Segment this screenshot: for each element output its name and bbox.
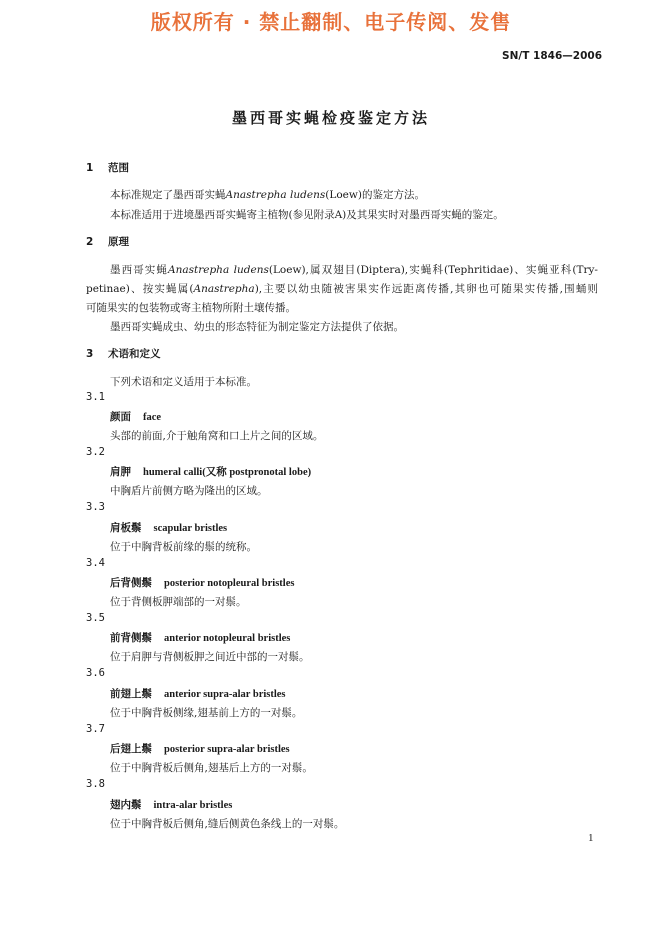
species-name: Anastrepha ludens <box>168 264 269 276</box>
term-heading <box>110 575 294 590</box>
section-heading-scope <box>86 160 129 175</box>
terms-intro: 下列术语和定义适用于本标准。 <box>110 376 257 388</box>
section-title: 范围 <box>108 162 129 174</box>
term-definition: 头部的前面,介于触角窝和口上片之间的区域。 <box>110 430 324 442</box>
term-number: 3.6 <box>86 667 105 679</box>
term-en: face <box>143 412 162 423</box>
section-number: 3 <box>86 348 94 360</box>
term-en: posterior notopleural bristles <box>164 578 295 589</box>
copyright-watermark: 版权所有 · 禁止翻制、电子传阅、发售 <box>150 10 512 34</box>
text: petinae)、按实蝇属( <box>86 283 194 295</box>
term-heading <box>110 520 227 535</box>
scope-paragraph-1 <box>110 187 425 202</box>
term-definition: 位于肩胛与背侧板胛之间近中部的一对鬃。 <box>110 651 310 663</box>
term-definition: 位于中胸背板后侧角,缝后侧黄色条线上的一对鬃。 <box>110 818 345 830</box>
term-heading <box>110 797 232 812</box>
principle-paragraph-2: 墨西哥实蝇成虫、幼虫的形态特征为制定鉴定方法提供了依据。 <box>110 321 404 333</box>
principle-line-2 <box>86 281 598 296</box>
scope-paragraph-2: 本标准适用于进境墨西哥实蝇寄主植物(参见附录A)及其果实时对墨西哥实蝇的鉴定。 <box>110 209 504 221</box>
document-title: 墨西哥实蝇检疫鉴定方法 <box>231 109 430 127</box>
term-zh: 翅内鬃 <box>110 799 142 811</box>
term-zh: 肩胛 <box>110 466 131 478</box>
page-number: 1 <box>588 832 594 844</box>
section-heading-terms <box>86 346 161 361</box>
text: ),主要以幼虫随被害果实作远距离传播,其卵也可随果实传播,围蛹则 <box>254 283 598 295</box>
term-number: 3.2 <box>86 446 105 458</box>
section-number: 1 <box>86 162 94 174</box>
text: (Loew),属双翅目(Diptera),实蝇科(Tephritidae)、实蝇亚科(Try- <box>268 264 598 276</box>
term-en: scapular bristles <box>153 523 228 534</box>
term-number: 3.4 <box>86 557 105 569</box>
term-definition: 位于中胸背板侧缘,翅基前上方的一对鬃。 <box>110 707 303 719</box>
genus-name: Anastrepha <box>193 283 255 295</box>
term-number: 3.7 <box>86 723 105 735</box>
section-heading-principle <box>86 234 129 249</box>
section-title: 原理 <box>108 236 129 248</box>
term-number: 3.5 <box>86 612 105 624</box>
term-definition: 位于背侧板胛端部的一对鬃。 <box>110 596 247 608</box>
species-name: Anastrepha ludens <box>225 189 326 201</box>
term-number: 3.1 <box>86 391 105 403</box>
term-en: anterior supra-alar bristles <box>164 689 286 700</box>
term-zh: 前背侧鬃 <box>110 632 152 644</box>
term-number: 3.3 <box>86 501 105 513</box>
term-heading <box>110 409 161 424</box>
term-en: anterior notopleural bristles <box>164 633 291 644</box>
term-en: humeral calli(又称 postpronotal lobe) <box>143 467 312 478</box>
term-en: intra-alar bristles <box>153 800 233 811</box>
text: 墨西哥实蝇 <box>110 264 169 276</box>
standard-code: SN/T 1846—2006 <box>502 50 602 62</box>
term-heading <box>110 741 290 756</box>
text: 本标准规定了墨西哥实蝇 <box>110 189 226 201</box>
principle-line-3: 可随果实的包装物或寄主植物所附土壤传播。 <box>86 302 296 314</box>
term-heading <box>110 686 286 701</box>
term-number: 3.8 <box>86 778 105 790</box>
term-zh: 颜面 <box>110 411 131 423</box>
term-heading <box>110 630 290 645</box>
term-heading <box>110 464 311 479</box>
text: (Loew)的鉴定方法。 <box>325 189 425 201</box>
section-title: 术语和定义 <box>108 348 161 360</box>
term-en: posterior supra-alar bristles <box>164 744 290 755</box>
principle-line-1 <box>110 262 598 277</box>
term-definition: 中胸盾片前侧方略为隆出的区域。 <box>110 485 268 497</box>
term-definition: 位于中胸背板前缘的鬃的统称。 <box>110 541 257 553</box>
term-definition: 位于中胸背板后侧角,翅基后上方的一对鬃。 <box>110 762 313 774</box>
term-zh: 后翅上鬃 <box>110 743 152 755</box>
term-zh: 前翅上鬃 <box>110 688 152 700</box>
term-zh: 肩板鬃 <box>110 522 142 534</box>
section-number: 2 <box>86 236 94 248</box>
term-zh: 后背侧鬃 <box>110 577 152 589</box>
